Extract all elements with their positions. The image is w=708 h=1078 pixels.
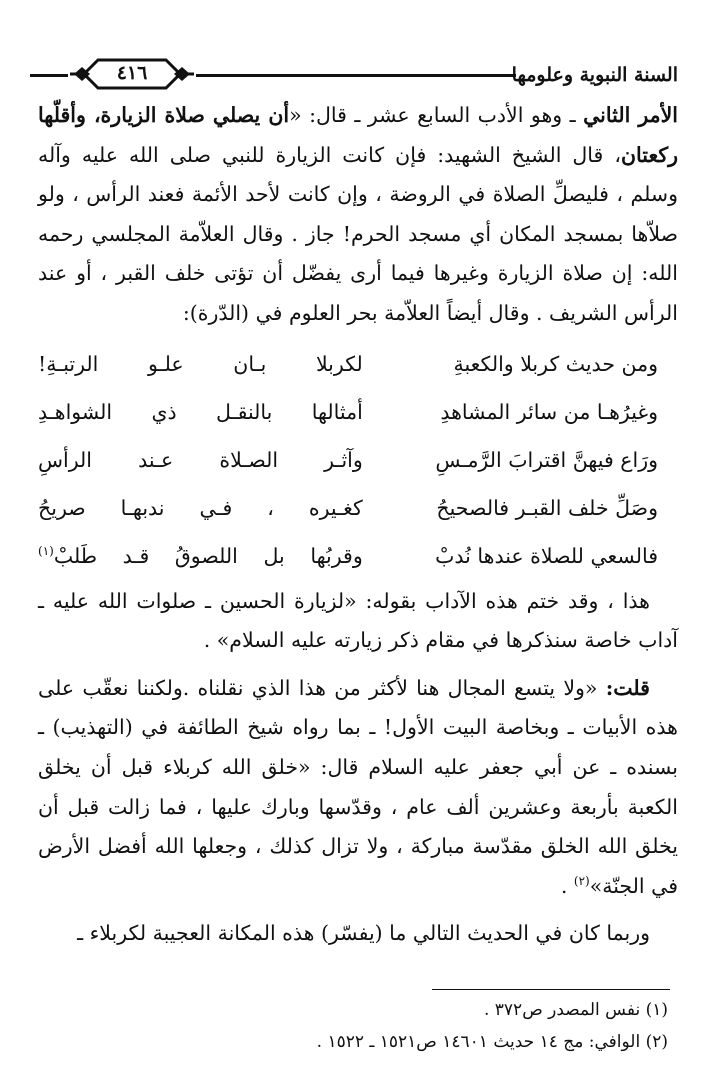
main-text: [38, 96, 678, 954]
verse-first-hemistich: وصَلِّ خلف القبـر فالصحيحُ: [436, 495, 658, 520]
verse-second-hemistich: وآثـر الصـلاة عـند الرأسِ: [38, 447, 363, 472]
footnote-separator: [432, 989, 670, 990]
verse-second-hemistich: لكربلا بـان علـو الرتبـةِ!: [38, 351, 363, 376]
footnote-marker: (٢): [573, 873, 590, 888]
header-rule-left: [30, 74, 68, 77]
poem-verse: [38, 484, 678, 532]
page-number-badge: [70, 56, 194, 92]
poem: [38, 340, 678, 580]
page-number: ٤١٦: [116, 62, 148, 84]
verse-first-hemistich: ورَاع فيهنَّ اقترابَ الرَّمـسِ: [435, 447, 658, 472]
poem-verse: [38, 340, 678, 388]
verse-second-hemistich: وقربُها بل اللصوقُ قـد طَلبْ$^{(١)}$: [38, 543, 363, 568]
paragraph-3: قلت: «ولا يتسع المجال هنا لأكثر من هذا الذي نقلناه .ولكننا نعقّب على هذه الأبيات ـ وبخاصة البيت الأول! ـ بما رواه شيخ الطائفة في (التهذيب) ـ بسنده ـ عن أبي جعفر عليه السلام قال: «خلق الله كربلاء قبل أن يخلق الكعبة بأربعة وعشرين ألف عام ، وقدّسها وبارك عليها ، فما زالت قبل أن يخلق الله الخلق مقدّسة مباركة ، ولا تزال كذلك ، وجعلها الله أفضل الأرض في الجنّة»$^{(٢)}$ .: [38, 675, 678, 898]
footnote-marker: (١): [38, 543, 54, 558]
footnote-2: (٢) الوافي: مج ١٤ حديث ١٤٦٠١ ص١٥٢١ ـ ١٥٢٢ .: [316, 1032, 668, 1052]
footnote-1: (١) نفس المصدر ص٣٧٢ .: [483, 1000, 668, 1020]
paragraph-1: الأمر الثاني ـ وهو الأدب السابع عشر ـ قال: «أن يصلي صلاة الزيارة، وأقلّها ركعتان، قال الشيخ الشهيد: فإن كانت الزيارة للنبي صلى الله عليه وآله وسلم ، فليصلِّ الصلاة في الروضة ، وإن كانت لأحد الأئمة فعند الرأس ، ولو صلاّها بمسجد المكان أي مسجد الحرم! جاز . وقال العلاّمة المجلسي رحمه الله: إن صلاة الزيارة وغيرها فيما أرى يفضّل أن تؤتى خلف القبر ، أو عند الرأس الشريف . وقال أيضاً العلاّمة بحر العلوم في (الدّرة):: [38, 103, 679, 325]
paragraph-2: هذا ، وقد ختم هذه الآداب بقوله: «لزيارة الحسين ـ صلوات الله عليه ـ آداب خاصة سنذكرها في مقام ذكر زيارته عليه السلام» .: [38, 588, 678, 653]
footnotes: [40, 994, 668, 1058]
paragraph-4: وربما كان في الحديث التالي ما (يفسّر) هذه المكانة العجيبة لكربلاء ـ: [77, 921, 650, 946]
poem-verse: [38, 388, 678, 436]
verse-first-hemistich: فالسعي للصلاة عندها نُدبْ: [435, 543, 658, 568]
verse-second-hemistich: كغـيره ، فـي ندبهـا صريحُ: [38, 495, 363, 520]
poem-verse: [38, 532, 678, 580]
verse-first-hemistich: وغيرُهـا من سائر المشاهدِ: [440, 399, 658, 424]
verse-first-hemistich: ومن حديث كربلا والكعبةِ: [453, 351, 658, 376]
quoted-rule: أن يصلي صلاة الزيارة، وأقلّها ركعتان: [38, 103, 678, 167]
poem-verse: [38, 436, 678, 484]
running-header-title: السنة النبوية وعلومها: [511, 64, 678, 86]
header-rule: [196, 74, 516, 77]
paragraph-lead: قلت:: [605, 675, 650, 700]
verse-second-hemistich: أمثالها بالنقـل ذي الشواهـدِ: [38, 399, 363, 424]
section-lead: الأمر الثاني: [583, 103, 679, 127]
